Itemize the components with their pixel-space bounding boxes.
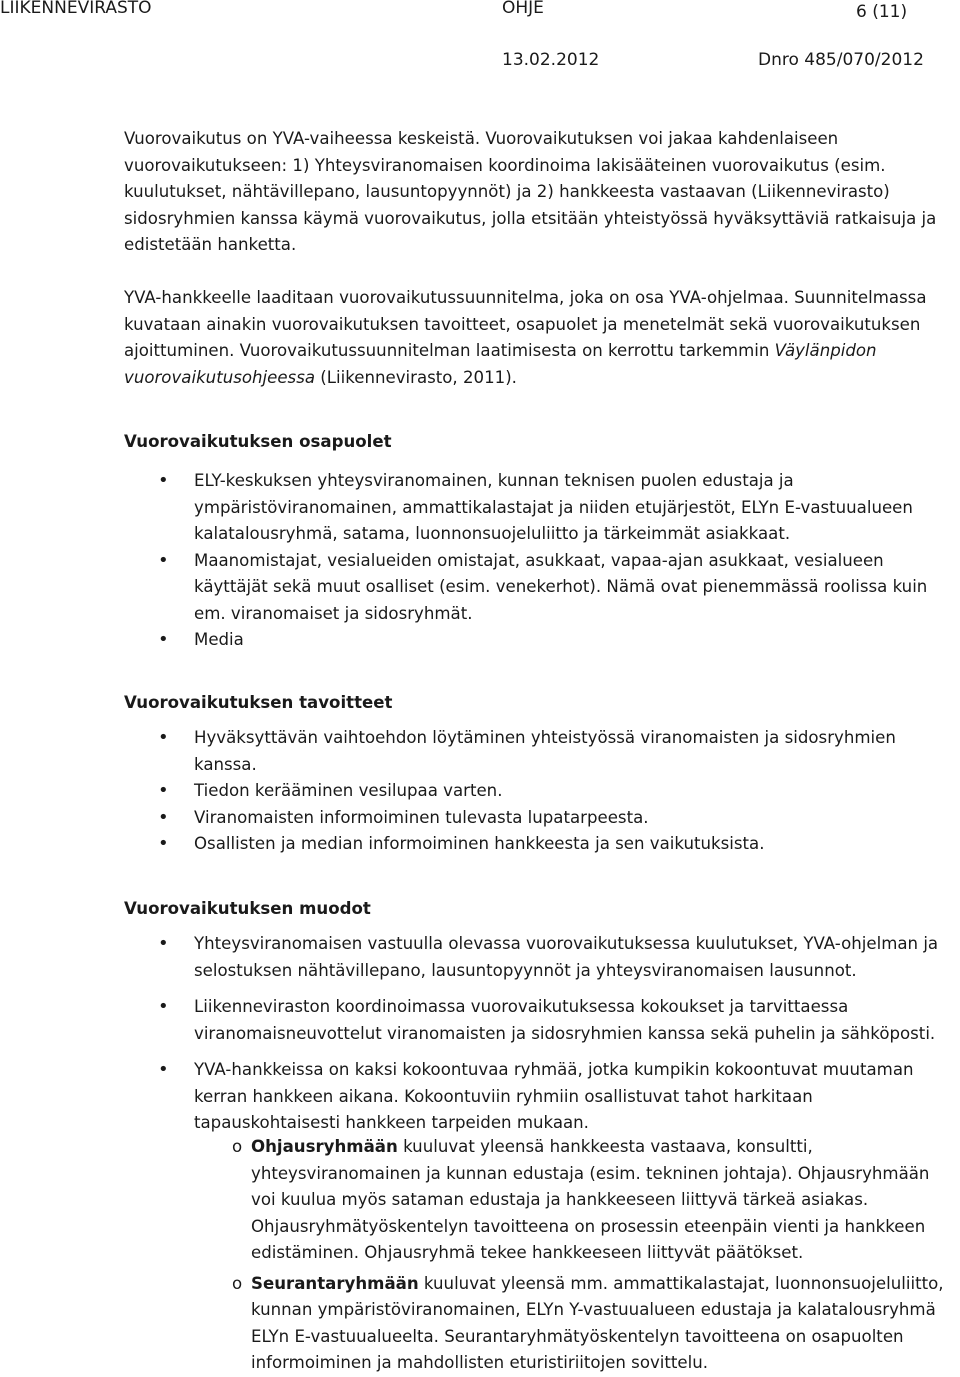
header-date: 13.02.2012 — [502, 50, 600, 70]
heading-muodot: Vuorovaikutuksen muodot — [124, 899, 371, 918]
list-item: • Media — [124, 627, 956, 654]
list-item: • Tiedon kerääminen vesilupaa varten. — [124, 778, 956, 805]
list-item: • Hyväksyttävän vaihtoehdon löytäminen yhteistyössä viranomaisten ja sidosryhmien kanssa. — [124, 725, 956, 778]
list-muodot — [124, 931, 956, 1137]
list-item: • Osallisten ja median informoiminen hankkeesta ja sen vaikutuksista. — [124, 831, 956, 858]
list-osapuolet — [124, 468, 956, 654]
sublist-term: Seurantaryhmään — [251, 1273, 419, 1293]
list-item: • Liikenneviraston koordinoimassa vuorovaikutuksessa kokoukset ja tarvittaessa viranomaisneuvottelut viranomaisten ja sidosryhmien kanssa sekä puhelin ja sähköposti. — [124, 994, 956, 1047]
header-org: LIIKENNEVIRASTO — [0, 0, 152, 18]
sublist-item-seurantaryhma — [194, 1271, 956, 1377]
heading-tavoitteet: Vuorovaikutuksen tavoitteet — [124, 693, 393, 712]
heading-osapuolet: Vuorovaikutuksen osapuolet — [124, 432, 392, 451]
sublist-text: kuuluvat yleensä mm. ammattikalastajat, luonnonsuojeluliitto, kunnan ympäristöviranomainen, ELYn Y-vastuualueen edustaja ja kalatalousryhmä ELYn E-vastuualueelta. Seurantaryhmätyöskentelyn tavoitteena on osapuolten informoiminen ja mahdollisten eturistiriitojen sovittelu. — [251, 1273, 944, 1372]
list-item: • Viranomaisten informoiminen tulevasta lupatarpeesta. — [124, 805, 956, 832]
list-tavoitteet — [124, 725, 956, 858]
sublist-term: Ohjausryhmään — [251, 1137, 398, 1156]
sublist-item-ohjausryhma — [194, 1134, 956, 1267]
list-item: • Yhteysviranomaisen vastuulla olevassa vuorovaikutuksessa kuulutukset, YVA-ohjelman ja selostuksen nähtävillepano, lausuntopyynnöt ja yhteysviranomaisen lausunnot. — [124, 931, 956, 984]
list-item: • Maanomistajat, vesialueiden omistajat, asukkaat, vapaa-ajan asukkaat, vesialueen käyttäjät sekä muut osalliset (esim. venekerhot). Nämä ovat pienemmässä roolissa kuin em. viranomaiset ja sidosryhmät. — [124, 548, 956, 628]
intro-paragraph-1: Vuorovaikutus on YVA-vaiheessa keskeistä. Vuorovaikutuksen voi jakaa kahdenlaiseen vuorovaikutukseen: 1) Yhteysviranomaisen koordinoima lakisääteinen vuorovaikutus (esim. kuulutukset, nähtävillepano, lausuntopyynnöt) ja 2) hankkeesta vastaavan (Liikennevirasto) sidosryhmien kanssa käymä vuorovaikutus, jolla etsitään yhteistyössä hyväksyttäviä ratkaisuja ja edistetään hanketta. — [124, 129, 937, 254]
intro-paragraph-2-text-b: (Liikennevirasto, 2011). — [315, 367, 517, 387]
intro-paragraph-2-italic: Väylänpidon vuorovaikutusohjeessa — [124, 341, 877, 387]
header-doc-type: OHJE — [502, 0, 544, 18]
list-item: • YVA-hankkeissa on kaksi kokoontuvaa ryhmää, jotka kumpikin kokoontuvat muutaman kerran hankkeen aikana. Kokoontuviin ryhmiin osallistuvat tahot harkitaan tapauskohtaisesti hankkeen tarpeiden mukaan. — [124, 1057, 956, 1137]
sublist-ryhmat — [194, 1134, 956, 1377]
header-dnro: Dnro 485/070/2012 — [758, 50, 924, 70]
intro-paragraph-2 — [124, 285, 956, 391]
sublist-text: kuuluvat yleensä hankkeesta vastaava, konsultti, yhteysviranomainen ja kunnan edustaja (esim. tekninen johtaja). Ohjausryhmään voi kuulua myös sataman edustaja ja hankkeeseen liittyvä tärkeä asiakas. Ohjausryhmätyöskentelyn tavoitteena on prosessin eteenpäin vienti ja hankkeen edistäminen. Ohjausryhmä tekee hankkeeseen liittyvät päätökset. — [251, 1137, 930, 1262]
intro-paragraph-2-text-a: YVA-hankkeelle laaditaan vuorovaikutussuunnitelma, joka on osa YVA-ohjelmaa. Suunnitelmassa kuvataan ainakin vuorovaikutuksen tavoitteet, osapuolet ja menetelmät sekä vuorovaikutuksen ajoittuminen. Vuorovaikutussuunnitelman laatimisesta on kerrottu tarkemmin — [124, 288, 927, 360]
header-page-number: 6 (11) — [856, 2, 908, 22]
list-item: • ELY-keskuksen yhteysviranomainen, kunnan teknisen puolen edustaja ja ympäristöviranomainen, ammattikalastajat ja niiden etujärjestöt, ELYn E-vastuualueen kalatalousryhmä, satama, luonnonsuojeluliitto ja tärkeimmät asiakkaat. — [124, 468, 956, 548]
